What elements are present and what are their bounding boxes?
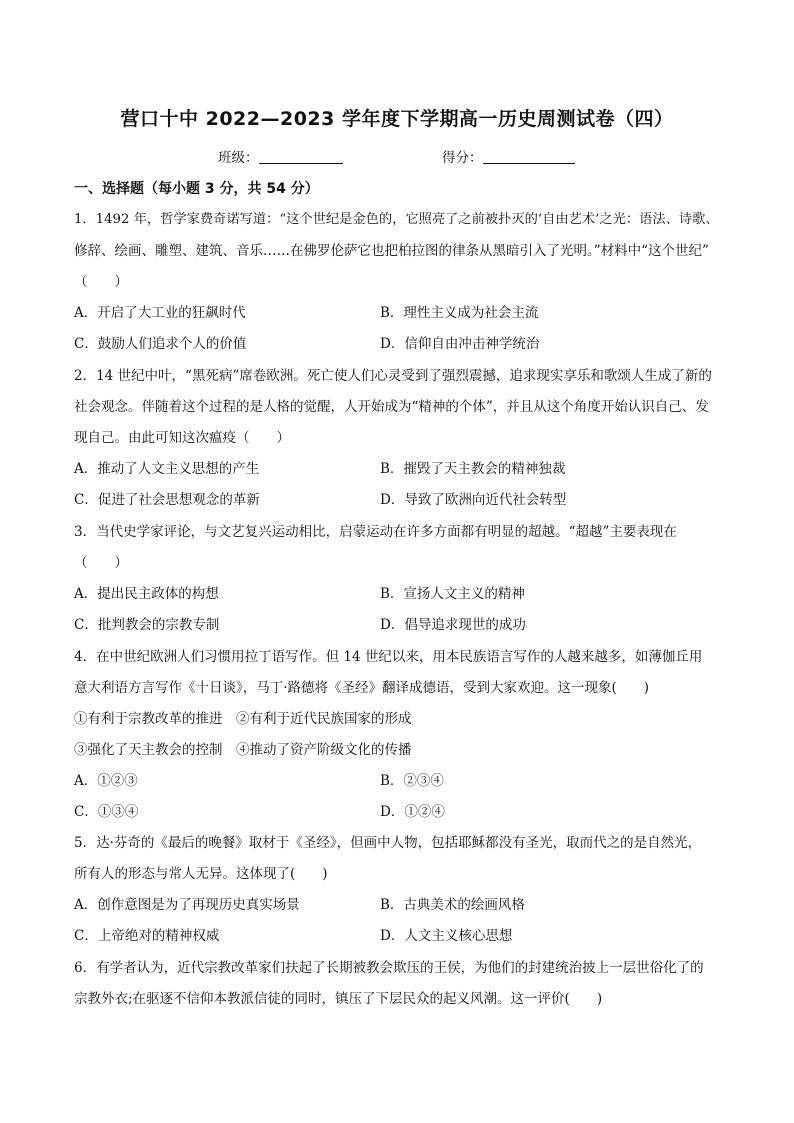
section-heading: 一、选择题（每小题 3 分，共 54 分） [74,181,319,197]
q3-option-a: A．提出民主政体的构想 [74,586,219,602]
score-label: 得分： [442,150,483,166]
q6-line: 宗教外衣;在驱逐不信仰本教派信徒的同时，镇压了下层民众的起义风潮。这一评价( ) [74,991,603,1007]
q5-option-d: D．人文主义核心思想 [380,928,513,944]
q1-option-a: A．开启了大工业的狂飙时代 [74,305,246,321]
exam-title: 营口十中 2022—2023 学年度下学期高一历史周测试卷（四） [120,108,674,130]
q3-line: 3．当代史学家评论，与文艺复兴运动相比，启蒙运动在许多方面都有明显的超越。“超越”主要表现在 [74,524,677,540]
q5-line: 5．达·芬奇的《最后的晚餐》取材于《圣经》，但画中人物，包括耶稣都没有圣光，取而代之的是自然光， [74,835,702,851]
class-label: 班级： [218,150,259,166]
q2-option-d: D．导致了欧洲向近代社会转型 [380,492,567,508]
score-blank [483,149,575,164]
q2-line: 现自己。由此可知这次瘟疫（ ） [74,430,290,446]
q5-option-c: C．上帝绝对的精神权威 [74,928,220,944]
q3-option-d: D．倡导追求现世的成功 [380,617,526,633]
q4-option-b: B．②③④ [380,773,444,789]
q3-line: （ ） [74,555,128,571]
q4-line: 意大利语方言写作《十日谈》，马丁·路德将《圣经》翻译成德语，受到大家欢迎。这一现象( ) [74,680,650,696]
q4-option-c: C．①③④ [74,804,139,820]
q4-statements: ③强化了天主教会的控制 ④推动了资产阶级文化的传播 [74,742,412,758]
class-blank [259,149,343,164]
q1-option-b: B．理性主义成为社会主流 [380,305,539,321]
q4-statements: ①有利于宗教改革的推进 ②有利于近代民族国家的形成 [74,711,412,727]
q1-line: （ ） [74,274,128,290]
q1-line: 1．1492 年，哲学家费奇诺写道：“这个世纪是金色的，它照亮了之前被扑灭的‘自由艺术’之光：语法、诗歌、 [74,212,719,227]
q5-option-a: A．创作意图是为了再现历史真实场景 [74,897,300,913]
q4-option-a: A．①②③ [74,773,138,789]
q4-line: 4．在中世纪欧洲人们习惯用拉丁语写作。但 14 世纪以来，用本民族语言写作的人越来越多，如薄伽丘用 [74,649,703,665]
q3-option-c: C．批判教会的宗教专制 [74,617,220,633]
q2-option-a: A．推动了人文主义思想的产生 [74,461,260,477]
q2-line: 2．14 世纪中叶，“黑死病”席卷欧洲。死亡使人们心灵受到了强烈震撼，追求现实享乐和歌颂人生成了新的 [74,368,712,384]
q1-option-c: C．鼓励人们追求个人的价值 [74,336,247,352]
q2-option-c: C．促进了社会思想观念的革新 [74,492,260,508]
q4-option-d: D．①②④ [380,804,445,820]
q2-line: 社会观念。伴随着这个过程的是人格的觉醒，人开始成为“精神的个体”，并且从这个角度开始认识自己、发 [74,399,709,415]
q6-line: 6．有学者认为，近代宗教改革家们扶起了长期被教会欺压的王侯，为他们的封建统治披上一层世俗化了的 [74,960,704,976]
class-field [218,146,343,166]
q5-line: 所有人的形态与常人无异。这体现了( ) [74,866,328,882]
q3-option-b: B．宣扬人文主义的精神 [380,586,525,602]
q1-option-d: D．信仰自由冲击神学统治 [380,336,540,352]
q1-line: 修辞、绘画、雕塑、建筑、音乐……在佛罗伦萨它也把柏拉图的律条从黑暗引入了光明。”材料中“这个世纪” [74,243,709,259]
score-field [442,146,575,166]
q5-option-b: B．古典美术的绘画风格 [380,897,525,913]
q2-option-b: B．摧毁了天主教会的精神独裁 [380,461,566,477]
